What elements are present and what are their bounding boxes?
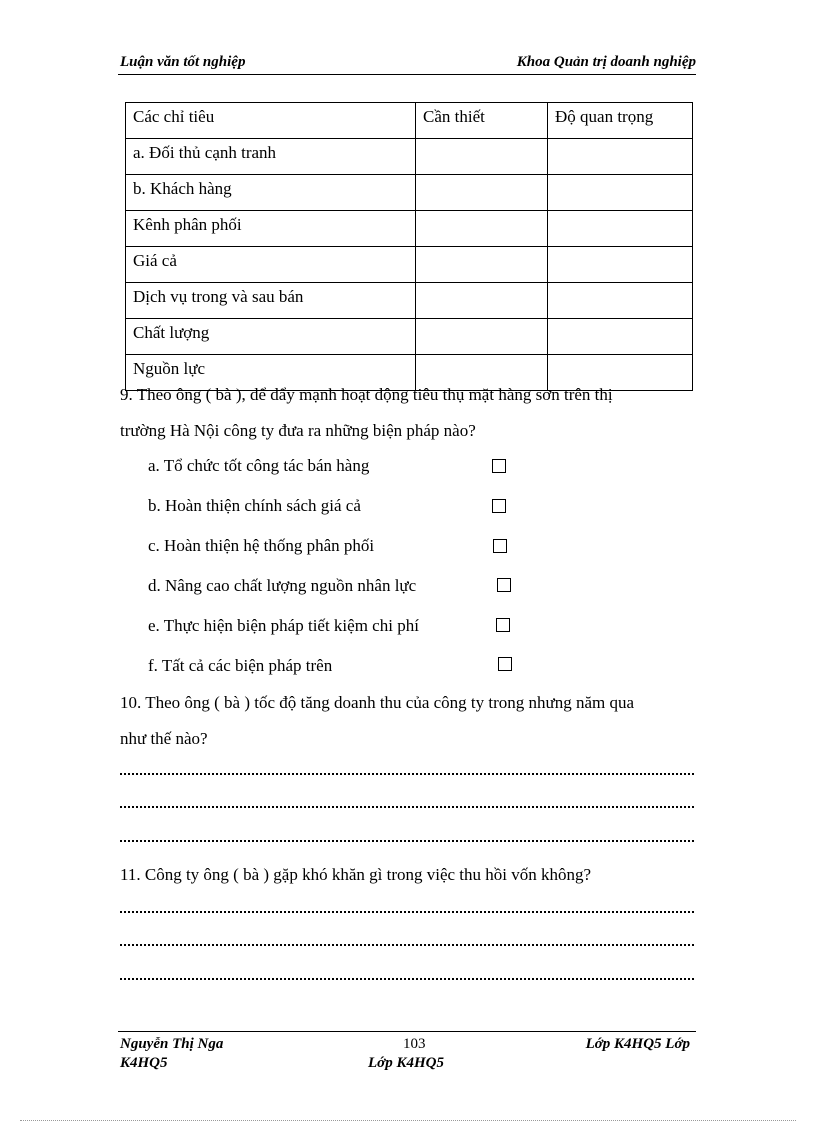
importance-cell[interactable] [548, 283, 693, 319]
table-row [126, 247, 693, 283]
necessary-cell[interactable] [416, 247, 548, 283]
necessary-cell[interactable] [416, 211, 548, 247]
option-f-checkbox[interactable] [498, 657, 512, 671]
criteria-cell: Giá cả [126, 247, 416, 283]
footer-author: Nguyễn Thị Nga [120, 1036, 224, 1052]
table-row [126, 211, 693, 247]
option-c-label: c. Hoàn thiện hệ thống phân phối [148, 536, 375, 555]
header-cell: Các chỉ tiêu [126, 103, 416, 139]
option-e-checkbox[interactable] [496, 618, 510, 632]
footer-rule [118, 1031, 696, 1032]
table-row [126, 319, 693, 355]
necessary-cell[interactable] [416, 283, 548, 319]
footer-class-left: K4HQ5 [120, 1055, 168, 1071]
criteria-cell: a. Đối thủ cạnh tranh [126, 139, 416, 175]
footer-class-right: Lớp K4HQ5 Lớp [585, 1036, 690, 1052]
importance-cell[interactable] [548, 175, 693, 211]
page-edge [20, 1120, 796, 1121]
option-a-label: a. Tổ chức tốt công tác bán hàng [148, 456, 370, 475]
page-number: 103 [403, 1036, 426, 1052]
answer-line[interactable] [120, 911, 694, 913]
criteria-cell: Kênh phân phối [126, 211, 416, 247]
question-9-line-2: trường Hà Nội công ty đưa ra những biện pháp nào? [120, 421, 476, 440]
necessary-cell[interactable] [416, 175, 548, 211]
header-rule [118, 74, 696, 75]
question-11-line-1: 11. Công ty ông ( bà ) gặp khó khăn gì trong việc thu hồi vốn không? [120, 865, 592, 884]
option-c-checkbox[interactable] [493, 539, 507, 553]
option-b-checkbox[interactable] [492, 499, 506, 513]
table-row [126, 283, 693, 319]
importance-cell[interactable] [548, 211, 693, 247]
table-header-row [126, 103, 693, 139]
option-d-label: d. Nâng cao chất lượng nguồn nhân lực [148, 576, 417, 595]
answer-line[interactable] [120, 773, 694, 775]
option-a-checkbox[interactable] [492, 459, 506, 473]
criteria-cell: Chất lượng [126, 319, 416, 355]
option-f-label: f. Tất cả các biện pháp trên [148, 656, 333, 675]
header-cell: Cần thiết [416, 103, 548, 139]
answer-line[interactable] [120, 806, 694, 808]
criteria-cell: Nguồn lực [126, 355, 416, 391]
question-10-line-1: 10. Theo ông ( bà ) tốc độ tăng doanh thu của công ty trong nhưng năm qua [120, 693, 635, 712]
footer-class-center: Lớp K4HQ5 [368, 1055, 444, 1071]
table-row [126, 175, 693, 211]
header-cell: Độ quan trọng [548, 103, 693, 139]
answer-line[interactable] [120, 944, 694, 946]
header-right: Khoa Quản trị doanh nghiệp [516, 54, 696, 70]
importance-cell[interactable] [548, 247, 693, 283]
question-10-line-2: như thế nào? [120, 729, 208, 748]
option-e-label: e. Thực hiện biện pháp tiết kiệm chi phí [148, 616, 419, 635]
answer-line[interactable] [120, 978, 694, 980]
criteria-cell: b. Khách hàng [126, 175, 416, 211]
option-d-checkbox[interactable] [497, 578, 511, 592]
criteria-cell: Dịch vụ trong và sau bán [126, 283, 416, 319]
table-row [126, 139, 693, 175]
necessary-cell[interactable] [416, 319, 548, 355]
importance-cell[interactable] [548, 139, 693, 175]
importance-cell[interactable] [548, 319, 693, 355]
criteria-table [125, 102, 693, 391]
question-9-line-1: 9. Theo ông ( bà ), để đẩy mạnh hoạt động tiêu thụ mặt hàng sơn trên thị [120, 385, 613, 404]
necessary-cell[interactable] [416, 139, 548, 175]
answer-line[interactable] [120, 840, 694, 842]
option-b-label: b. Hoàn thiện chính sách giá cả [148, 496, 361, 515]
header-left: Luận văn tốt nghiệp [120, 54, 246, 70]
